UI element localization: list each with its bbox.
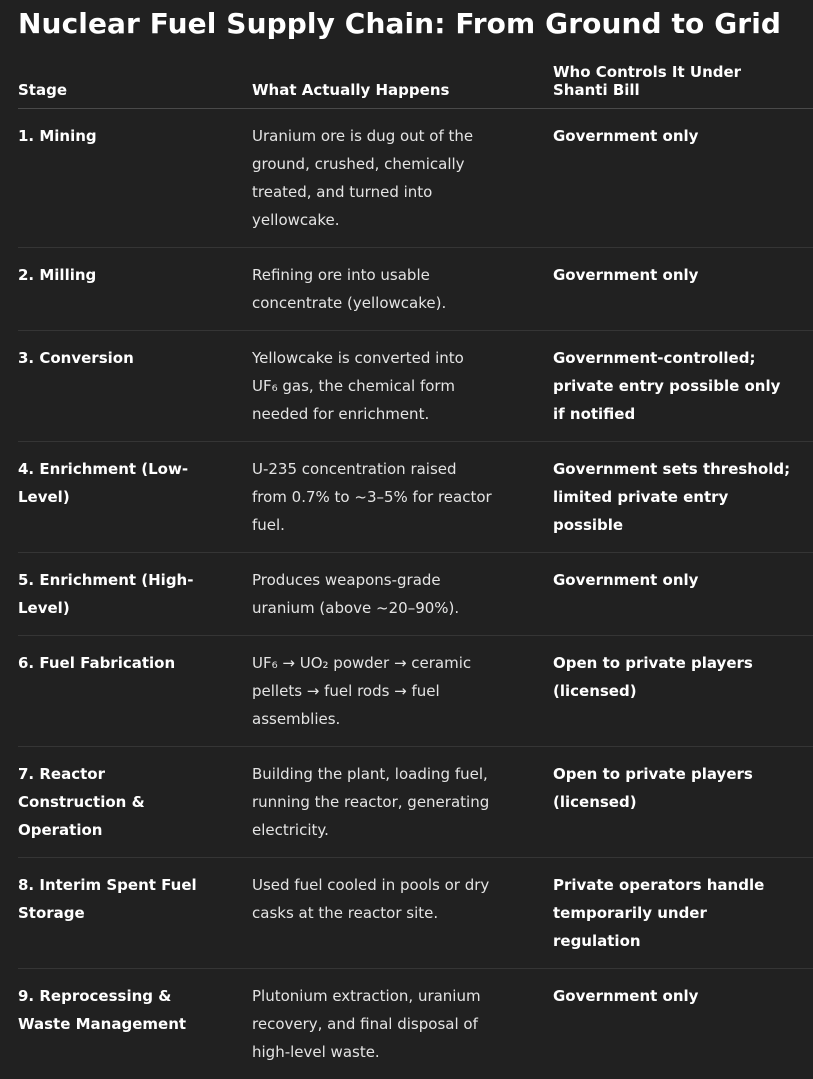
cell-stage-line: 6. Fuel Fabrication [18, 654, 175, 672]
cell-what-happens-line: Used fuel cooled in pools or dry [252, 876, 489, 894]
cell-what-happens-line: from 0.7% to ~3–5% for reactor [252, 488, 492, 506]
cell-stage-line: 7. Reactor [18, 765, 105, 783]
table-body [18, 109, 813, 1079]
cell-who-controls-line: (licensed) [553, 793, 637, 811]
cell-what-happens-line: treated, and turned into [252, 183, 432, 201]
cell-stage-line: 2. Milling [18, 266, 96, 284]
cell-stage [18, 553, 252, 636]
cell-who-controls-line: possible [553, 516, 623, 534]
header-who-controls [553, 63, 813, 109]
cell-who-controls-line: limited private entry [553, 488, 728, 506]
cell-what-happens [252, 331, 553, 442]
cell-stage-line: Storage [18, 904, 85, 922]
cell-who-controls [553, 969, 813, 1079]
cell-what-happens-line: yellowcake. [252, 211, 339, 229]
cell-what-happens-line: Yellowcake is converted into [252, 349, 464, 367]
cell-what-happens-line: uranium (above ~20–90%). [252, 599, 459, 617]
header-who-controls-line: Who Controls It Under [553, 63, 813, 81]
cell-stage-line: Level) [18, 599, 70, 617]
cell-stage-line: 5. Enrichment (High- [18, 571, 193, 589]
cell-what-happens-line: running the reactor, generating [252, 793, 489, 811]
cell-what-happens-line: recovery, and final disposal of [252, 1015, 478, 1033]
cell-what-happens [252, 442, 553, 553]
cell-what-happens-line: U-235 concentration raised [252, 460, 457, 478]
cell-what-happens-line: electricity. [252, 821, 329, 839]
cell-stage [18, 969, 252, 1079]
cell-who-controls [553, 442, 813, 553]
cell-who-controls-line: Government-controlled; [553, 349, 755, 367]
table-header [18, 63, 813, 109]
cell-what-happens-line: fuel. [252, 516, 285, 534]
cell-who-controls-line: Government only [553, 127, 698, 145]
cell-who-controls-line: private entry possible only [553, 377, 780, 395]
cell-stage-line: Construction & [18, 793, 145, 811]
cell-what-happens [252, 969, 553, 1079]
cell-stage [18, 248, 252, 331]
cell-who-controls-line: Open to private players [553, 765, 753, 783]
cell-stage-line: 8. Interim Spent Fuel [18, 876, 197, 894]
cell-what-happens-line: Produces weapons-grade [252, 571, 441, 589]
cell-what-happens-line: needed for enrichment. [252, 405, 429, 423]
table-row [18, 553, 813, 636]
cell-what-happens-line: high-level waste. [252, 1043, 380, 1061]
cell-who-controls-line: Government only [553, 571, 698, 589]
cell-stage-line: Waste Management [18, 1015, 186, 1033]
table-row [18, 636, 813, 747]
table-row [18, 858, 813, 969]
table-row [18, 109, 813, 248]
cell-stage [18, 636, 252, 747]
cell-what-happens-line: assemblies. [252, 710, 340, 728]
page-title: Nuclear Fuel Supply Chain: From Ground to Grid [18, 6, 813, 42]
cell-what-happens-line: Building the plant, loading fuel, [252, 765, 488, 783]
cell-who-controls [553, 109, 813, 248]
cell-who-controls [553, 858, 813, 969]
cell-who-controls-line: Government only [553, 266, 698, 284]
cell-what-happens-line: Uranium ore is dug out of the [252, 127, 473, 145]
header-what-happens: What Actually Happens [252, 63, 553, 109]
cell-who-controls-line: Government only [553, 987, 698, 1005]
table-row [18, 248, 813, 331]
cell-stage [18, 442, 252, 553]
cell-who-controls [553, 747, 813, 858]
cell-stage [18, 109, 252, 248]
cell-what-happens-line: casks at the reactor site. [252, 904, 438, 922]
cell-who-controls-line: Government sets threshold; [553, 460, 790, 478]
cell-who-controls [553, 553, 813, 636]
cell-who-controls-line: regulation [553, 932, 641, 950]
table-row [18, 331, 813, 442]
cell-stage [18, 858, 252, 969]
cell-who-controls-line: temporarily under [553, 904, 707, 922]
cell-stage-line: 9. Reprocessing & [18, 987, 171, 1005]
cell-who-controls [553, 248, 813, 331]
cell-what-happens [252, 248, 553, 331]
table-row [18, 747, 813, 858]
header-stage: Stage [18, 63, 252, 109]
cell-who-controls-line: if notified [553, 405, 635, 423]
cell-what-happens-line: pellets → fuel rods → fuel [252, 682, 440, 700]
table-row [18, 969, 813, 1079]
header-row [18, 63, 813, 109]
cell-who-controls-line: Private operators handle [553, 876, 764, 894]
cell-what-happens [252, 553, 553, 636]
cell-who-controls-line: (licensed) [553, 682, 637, 700]
cell-who-controls [553, 636, 813, 747]
cell-what-happens [252, 747, 553, 858]
cell-stage [18, 331, 252, 442]
cell-stage-line: Operation [18, 821, 102, 839]
cell-who-controls-line: Open to private players [553, 654, 753, 672]
cell-what-happens [252, 858, 553, 969]
cell-what-happens-line: concentrate (yellowcake). [252, 294, 446, 312]
cell-who-controls [553, 331, 813, 442]
cell-what-happens-line: Plutonium extraction, uranium [252, 987, 481, 1005]
header-who-controls-line: Shanti Bill [553, 81, 813, 99]
table-row [18, 442, 813, 553]
supply-chain-table [18, 63, 813, 1079]
cell-what-happens [252, 636, 553, 747]
cell-stage-line: 1. Mining [18, 127, 97, 145]
cell-what-happens-line: UF₆ gas, the chemical form [252, 377, 455, 395]
cell-what-happens-line: UF₆ → UO₂ powder → ceramic [252, 654, 471, 672]
cell-stage-line: Level) [18, 488, 70, 506]
cell-what-happens-line: Refining ore into usable [252, 266, 430, 284]
cell-what-happens-line: ground, crushed, chemically [252, 155, 465, 173]
cell-stage-line: 4. Enrichment (Low- [18, 460, 188, 478]
cell-what-happens [252, 109, 553, 248]
cell-stage-line: 3. Conversion [18, 349, 134, 367]
cell-stage [18, 747, 252, 858]
